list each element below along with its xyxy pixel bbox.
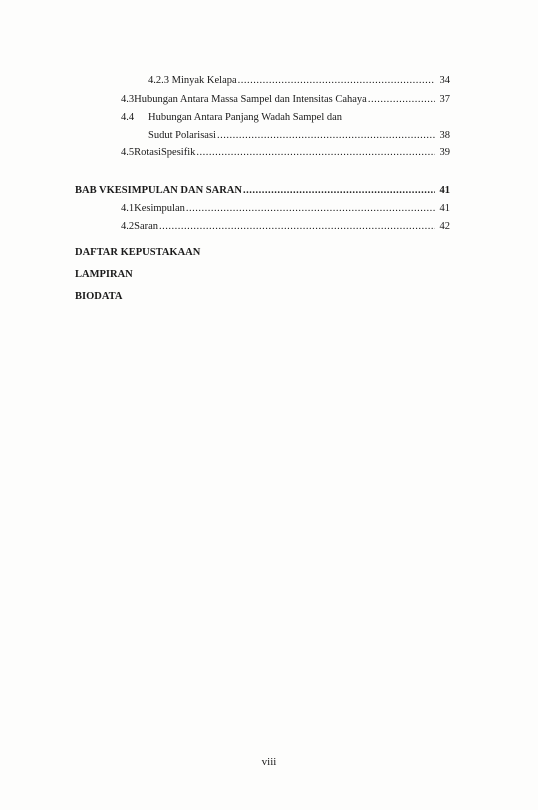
dot-leader xyxy=(217,129,435,143)
dot-leader xyxy=(238,74,435,88)
dot-leader xyxy=(186,202,435,216)
toc-entry xyxy=(121,111,450,125)
toc-entry-number: 4.2 xyxy=(121,221,135,232)
toc-entry-number: 4.5 xyxy=(121,147,135,158)
toc-entry-page: 41 xyxy=(439,203,450,214)
chapter-page: 41 xyxy=(439,185,450,196)
toc-entry-page: 39 xyxy=(439,147,450,158)
toc-chapter xyxy=(75,184,450,198)
section-biodata: BIODATA xyxy=(75,291,123,302)
toc-entry-title: Sudut Polarisasi xyxy=(148,130,216,141)
dot-leader xyxy=(196,146,435,160)
toc-entry xyxy=(121,146,450,160)
toc-entry-number: 4.1 xyxy=(121,203,135,214)
dot-leader xyxy=(243,184,435,198)
toc-entry-title: Hubungan Antara Massa Sampel dan Intensitas Cahaya xyxy=(134,94,367,105)
section-daftar-kepustakaan: DAFTAR KEPUSTAKAAN xyxy=(75,247,201,258)
toc-entry-number: 4.4 xyxy=(121,112,135,123)
toc-entry-page: 37 xyxy=(439,94,450,105)
toc-entry xyxy=(121,202,450,216)
toc-entry xyxy=(148,74,450,88)
toc-entry-title: Kesimpulan xyxy=(134,203,185,214)
chapter-title: KESIMPULAN DAN SARAN xyxy=(106,185,242,196)
toc-entry xyxy=(148,129,450,143)
toc-entry-page: 34 xyxy=(439,75,450,86)
toc-entry xyxy=(121,220,450,234)
toc-entry-title: RotasiSpesifik xyxy=(134,147,196,158)
page-number: viii xyxy=(261,756,277,768)
toc-entry xyxy=(121,93,450,107)
toc-entry-title: Saran xyxy=(134,221,159,232)
toc-entry-title: Hubungan Antara Panjang Wadah Sampel dan xyxy=(148,112,343,123)
chapter-label: BAB V xyxy=(75,185,107,196)
toc-entry-title: 4.2.3 Minyak Kelapa xyxy=(148,75,237,86)
dot-leader xyxy=(159,220,435,234)
toc-entry-page: 38 xyxy=(439,130,450,141)
toc-entry-number: 4.3 xyxy=(121,94,135,105)
section-lampiran: LAMPIRAN xyxy=(75,269,133,280)
dot-leader xyxy=(368,93,435,107)
toc-entry-page: 42 xyxy=(439,221,450,232)
